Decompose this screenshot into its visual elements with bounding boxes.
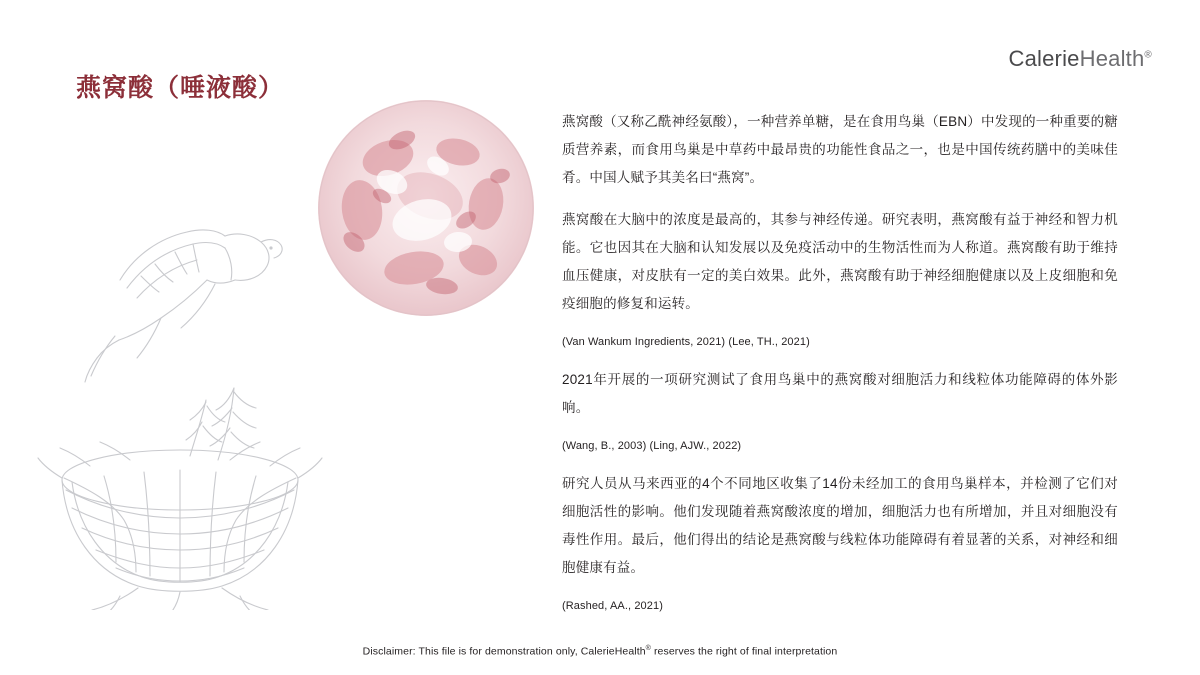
disclaimer-text-after: reserves the right of final interpretation	[650, 645, 838, 657]
page-title: 燕窝酸（唾液酸）	[76, 74, 285, 102]
paragraph-4: 研究人员从马来西亚的4个不同地区收集了14份未经加工的食用鸟巢样本，并检测了它们对细胞活性的影响。他们发现随着燕窝酸浓度的增加，细胞活力也有所增加，并且对细胞没有毒性作用。最后，他们得出的结论是燕窝酸与线粒体功能障碍有着显著的关系，对神经和细胞健康有益。	[562, 476, 1118, 575]
citation-3: (Rashed, AA., 2021)	[562, 600, 663, 612]
citation-2: (Wang, B., 2003) (Ling, AJW., 2022)	[562, 440, 742, 452]
flying-swallow-sketch	[85, 230, 282, 382]
paragraph-2: 燕窝酸在大脑中的浓度是最高的，其参与神经传递。研究表明，燕窝酸有益于神经和智力机能。它也因其在大脑和认知发展以及免疫活动中的生物活性而为人称道。燕窝酸有助于维持血压健康，对皮肤有一定的美白效果。此外，燕窝酸有助于神经细胞健康以及上皮细胞和免疫细胞的修复和运转。	[562, 212, 1118, 311]
disclaimer-text	[0, 645, 1200, 658]
bird-and-nest-illustration	[20, 160, 340, 610]
nest-texture-graphic	[318, 100, 534, 316]
paragraph-3: 2021年开展的一项研究测试了食用鸟巢中的燕窝酸对细胞活力和线粒体功能障碍的体外影响。	[562, 372, 1118, 415]
birds-nest-sketch	[38, 388, 322, 610]
registered-trademark-icon: ®	[1144, 49, 1152, 61]
article-body	[562, 108, 1118, 630]
citation-1: (Van Wankum Ingredients, 2021) (Lee, TH., 2021)	[562, 336, 810, 348]
paragraph-1: 燕窝酸（又称乙酰神经氨酸），一种营养单糖，是在食用鸟巢（EBN）中发现的一种重要的糖质营养素，而食用鸟巢是中草药中最昂贵的功能性食品之一，也是中国传统药膳中的美味佳肴。中国人赋予其美名曰“燕窝”。	[562, 114, 1118, 185]
nest-texture-image	[318, 100, 534, 316]
illustration-panel	[20, 160, 340, 610]
brand-logo	[1009, 46, 1152, 72]
disclaimer-text-before: Disclaimer: This file is for demonstration only, CalerieHealth	[362, 645, 646, 657]
brand-name-primary: Calerie	[1008, 46, 1080, 71]
brand-name-secondary: Health	[1079, 46, 1145, 71]
disclaimer-registered-icon: ®	[645, 644, 651, 652]
